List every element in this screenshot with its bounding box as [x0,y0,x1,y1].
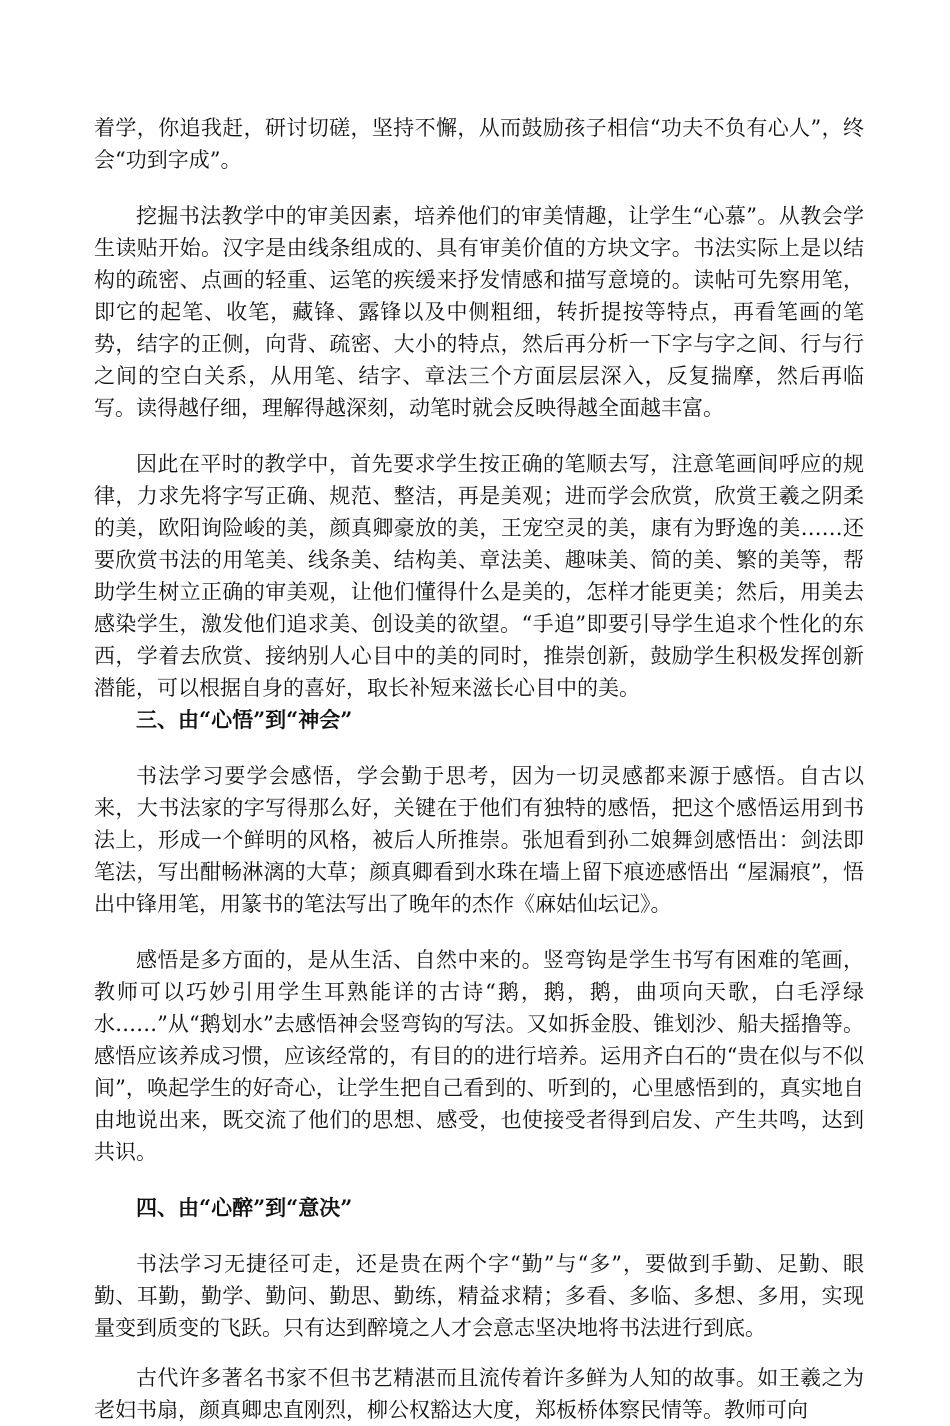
section-heading-4: 四、由“心醉”到“意决” [136,1195,353,1220]
paragraph-diligence: 书法学习无捷径可走，还是贵在两个字“勤”与“多”，要做到手勤、足勤、眼勤、耳勤，勤学、勤问、勤思、勤练，精益求精；多看、多临、多想、多用，实现量变到质变的飞跃。只有达到醉境之人才会意志坚决地将书法进行到底。 [94,1252,864,1340]
section-heading-3: 三、由“心悟”到“神会” [136,707,353,732]
paragraph-teaching-practice: 因此在平时的教学中，首先要求学生按正确的笔顺去写，注意笔画间呼应的规律，力求先将字写正确、规范、整洁，再是美观；进而学会欣赏，欣赏王羲之阴柔的美，欧阳询险峻的美，颜真卿豪放的美，王宠空灵的美，康有为野逸的美……还要欣赏书法的用笔美、线条美、结构美、章法美、趣味美、简的美、繁的美等，帮助学生树立正确的审美观，让他们懂得什么是美的，怎样才能更美；然后，用美去感染学生，激发他们追求美、创设美的欲望。“手追”即要引导学生追求个性化的东西，学着去欣赏、接纳别人心目中的美的同时，推崇创新，鼓励学生积极发挥创新潜能，可以根据自身的喜好，取长补短来滋长心目中的美。 [94,452,864,700]
paragraph-continuation: 着学，你追我赶，研讨切磋，坚持不懈，从而鼓励孩子相信“功夫不负有心人”，终会“功到字成”。 [94,116,864,172]
document-page [94,112,864,1426]
paragraph-calligraphy-insight: 书法学习要学会感悟，学会勤于思考，因为一切灵感都来源于感悟。自古以来，大书法家的字写得那么好，关键在于他们有独特的感悟，把这个感悟运用到书法上，形成一个鲜明的风格，被后人所推崇。张旭看到孙二娘舞剑感悟出：剑法即笔法，写出酣畅淋漓的大草；颜真卿看到水珠在墙上留下痕迹感悟出 “屋漏痕”，悟出中锋用笔，用篆书的笔法写出了晚年的杰作《麻姑仙坛记》。 [94,764,864,916]
paragraph-aesthetic-factors: 挖掘书法教学中的审美因素，培养他们的审美情趣，让学生“心慕”。从教会学生读贴开始。汉字是由线条组成的、具有审美价值的方块文字。书法实际上是以结构的疏密、点画的轻重、运笔的疾缓来抒发情感和描写意境的。读帖可先察用笔，即它的起笔、收笔，藏锋、露锋以及中侧粗细，转折提按等特点，再看笔画的笔势，结字的正侧，向背、疏密、大小的特点，然后再分析一下字与字之间、行与行之间的空白关系，从用笔、结字、章法三个方面层层深入，反复揣摩，然后再临写。读得越仔细，理解得越深刻，动笔时就会反映得越全面越丰富。 [94,204,864,420]
paragraph-famous-calligraphers: 古代许多著名书家不但书艺精湛而且流传着许多鲜为人知的故事。如王羲之为老妇书扇，颜真卿忠直刚烈，柳公权豁达大度，郑板桥体察民情等。教师可向 [94,1366,864,1422]
paragraph-insight-sources: 感悟是多方面的，是从生活、自然中来的。竖弯钩是学生书写有困难的笔画，教师可以巧妙引用学生耳熟能详的古诗“鹅，鹅，鹅，曲项向天歌，白毛浮绿水……”从“鹅划水”去感悟神会竖弯钩的写法。又如拆金股、锥划沙、船夫摇撸等。感悟应该养成习惯，应该经常的，有目的的进行培养。运用齐白石的“贵在似与不似间”，唤起学生的好奇心，让学生把自己看到的、听到的，心里感悟到的，真实地自由地说出来，既交流了他们的思想、感受，也使接受者得到启发、产生共鸣，达到共识。 [94,948,864,1164]
